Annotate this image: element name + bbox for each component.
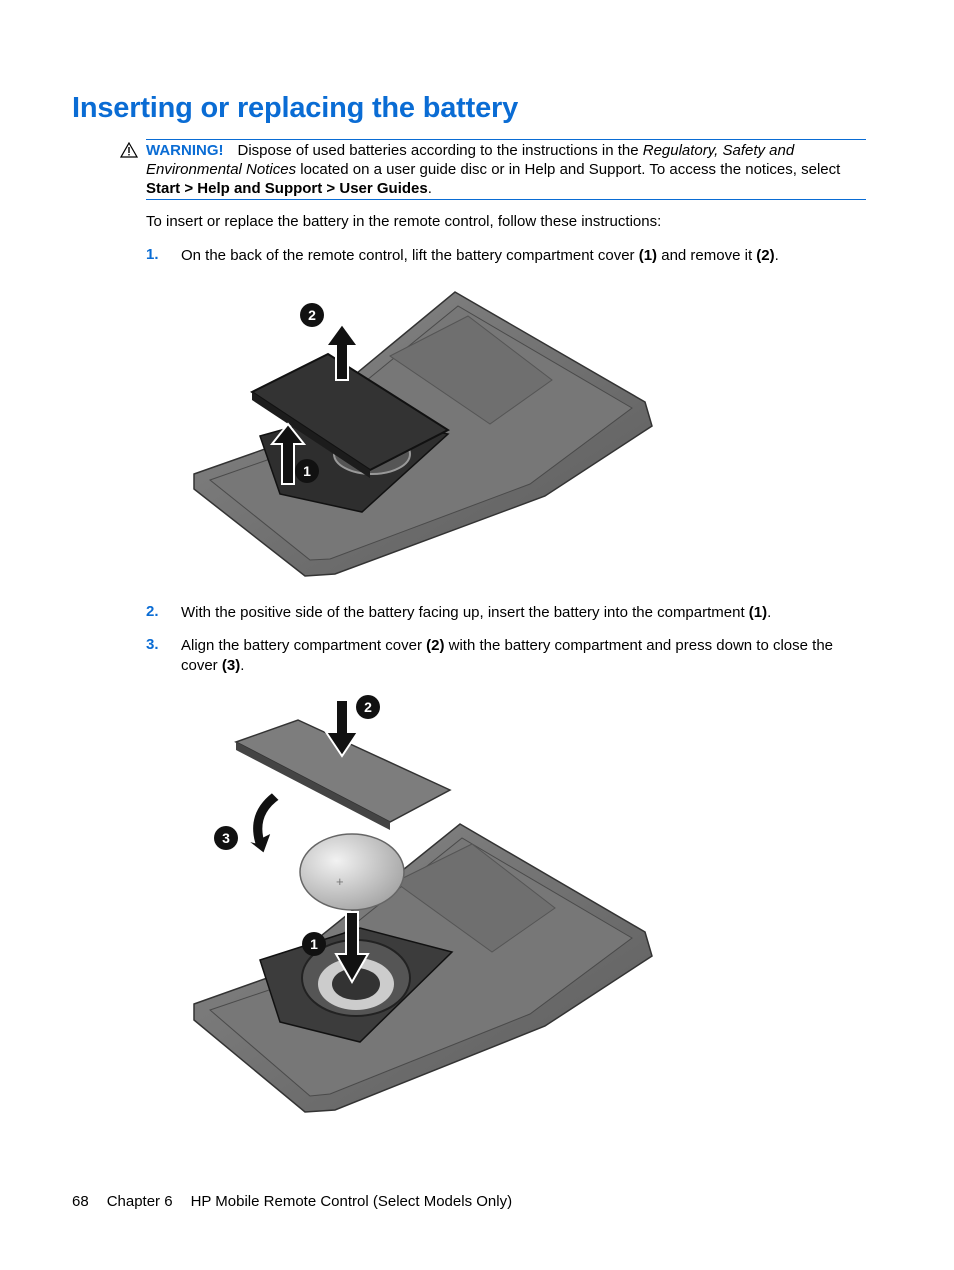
battery-positive-mark: + <box>336 874 344 889</box>
step-3-callout: (3) <box>221 657 241 674</box>
page-footer <box>72 1193 530 1210</box>
footer-chapter: Chapter 6 <box>106 1193 173 1210</box>
step-2-part: . <box>767 604 772 621</box>
figure-insert-battery <box>190 692 660 1120</box>
step-2-number: 2. <box>146 603 159 620</box>
step-2-part: With the positive side of the battery facing up, insert the battery into the compartment <box>181 604 749 621</box>
step-3-part: with the battery compartment and press down to close the cover <box>181 637 834 674</box>
intro-text: To insert or replace the battery in the remote control, follow these instructions: <box>146 213 662 230</box>
step-1-part: . <box>774 247 779 264</box>
warning-text-3: . <box>427 180 432 197</box>
figure1-callout-2: 2 <box>308 307 316 323</box>
figure2-callout-2: 2 <box>364 699 372 715</box>
step-3-part: Align the battery compartment cover <box>181 637 427 654</box>
step-2-text <box>181 603 871 623</box>
step-3-number: 3. <box>146 636 159 653</box>
step-2-callout: (1) <box>748 604 768 621</box>
warning-box <box>146 139 866 200</box>
step-3-text <box>181 636 871 676</box>
figure-remove-cover <box>190 284 660 580</box>
footer-chapter-title: HP Mobile Remote Control (Select Models Only) <box>190 1193 513 1210</box>
warning-text: Dispose of used batteries according to the instructions in the <box>237 142 643 159</box>
figure2-callout-1: 1 <box>310 936 318 952</box>
step-1-callout: (1) <box>638 247 658 264</box>
figure1-callout-1: 1 <box>303 463 311 479</box>
page-title: Inserting or replacing the battery <box>72 92 519 124</box>
step-1-part: and remove it <box>657 247 757 264</box>
warning-path: Start > Help and Support > User Guides <box>146 180 428 197</box>
step-1-part: On the back of the remote control, lift the battery compartment cover <box>181 247 639 264</box>
step-3-callout: (2) <box>426 637 445 654</box>
step-1-number: 1. <box>146 246 159 263</box>
step-1-callout: (2) <box>756 247 775 264</box>
warning-doc-title: Regulatory, Safety and Environmental Notices <box>146 142 795 178</box>
warning-label: WARNING! <box>146 142 224 159</box>
page-number: 68 <box>72 1193 89 1210</box>
warning-triangle-icon <box>120 142 138 158</box>
step-3-part: . <box>240 657 245 674</box>
warning-text-2: located on a user guide disc or in Help and Support. To access the notices, select <box>296 161 841 178</box>
figure2-callout-3: 3 <box>222 830 230 846</box>
step-1-text <box>181 246 871 266</box>
